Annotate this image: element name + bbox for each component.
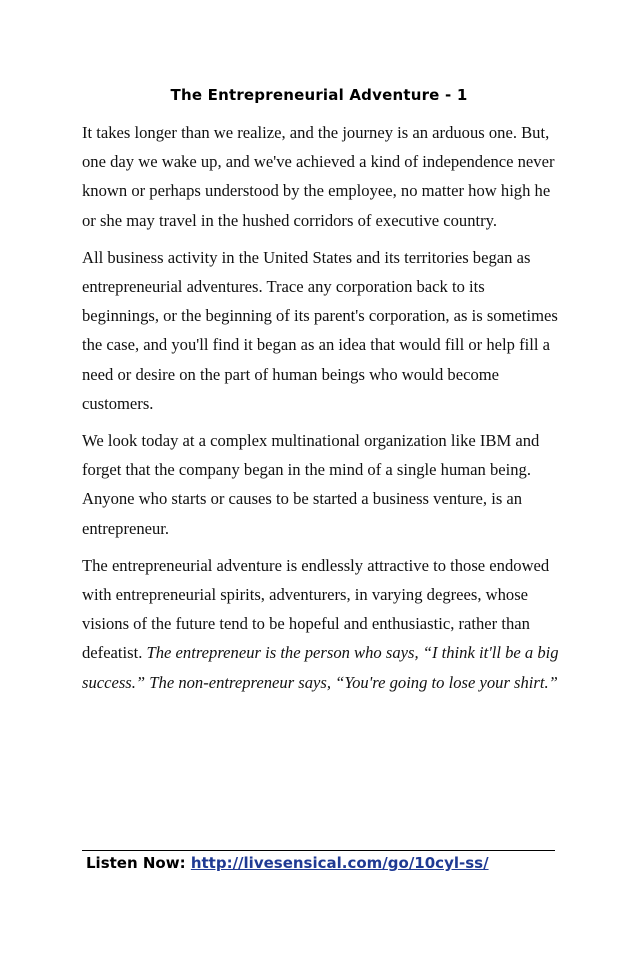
paragraph-4 — [82, 551, 560, 697]
footer-label: Listen Now: — [86, 854, 186, 872]
footer-link[interactable]: http://livesensical.com/go/10cyl-ss/ — [190, 854, 489, 872]
footer-divider — [82, 850, 555, 851]
paragraph-4-italic-quote: The entrepreneur is the person who says, “I think it'll be a big success.” The non-entrepreneur says, “You're going to lose your shirt.” — [82, 643, 559, 692]
paragraph-1: It takes longer than we realize, and the journey is an arduous one. But, one day we wake up, and we've achieved a kind of independence never known or perhaps understood by the employee, no matter how high he or she may travel in the hushed corridors of executive country. — [82, 123, 555, 230]
paragraph-4-plain: The entrepreneurial adventure is endlessly attractive to those endowed with entrepreneurial spirits, adventurers, in varying degrees, whose visions of the future tend to be hopeful and enthusiastic, rather than defeatist. — [82, 555, 550, 663]
paragraph-2: All business activity in the United States and its territories began as entrepreneurial adventures. Trace any corporation back to its beginnings, or the beginning of its parent's corporation, as is sometimes the case, and you'll find it began as an idea that would fill or help fill a need or desire on the part of human beings who would become customers. — [82, 247, 558, 413]
paragraph-3: We look today at a complex multinational organization like IBM and forget that the company began in the mind of a single human being. Anyone who starts or causes to be started a business venture, is an entrepreneur. — [82, 431, 540, 538]
footer — [86, 854, 556, 872]
page-title: The Entrepreneurial Adventure - 1 — [170, 86, 468, 104]
body-text — [82, 118, 560, 705]
